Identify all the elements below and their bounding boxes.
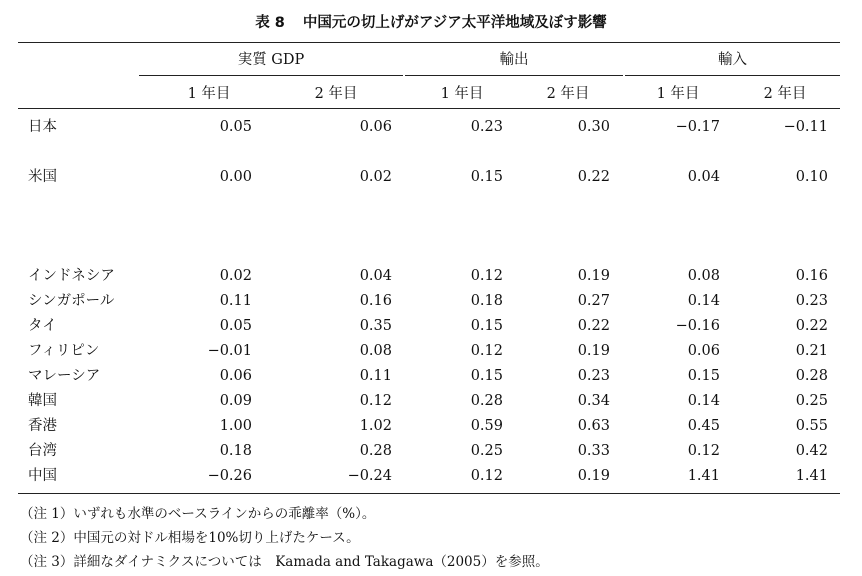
subheader-gdp-year2: 2 年目	[314, 86, 358, 102]
group-rule-imports	[625, 75, 840, 76]
table-cell: 0.02	[219, 268, 252, 284]
footnote-1: （注 1）いずれも水準のベースラインからの乖離率（%）。	[20, 506, 376, 522]
table-cell: 0.18	[470, 293, 503, 309]
group-rule-gdp	[139, 75, 403, 76]
table-cell: 0.06	[219, 368, 252, 384]
table-cell: −0.11	[783, 119, 828, 135]
row-label: タイ	[28, 318, 57, 334]
row-label: 日本	[28, 119, 57, 135]
table-cell: 0.08	[359, 343, 392, 359]
table-cell: 0.12	[470, 268, 503, 284]
group-header-imports: 輸入	[718, 52, 747, 68]
row-label: マレーシア	[28, 368, 101, 384]
table-cell: 0.16	[795, 268, 828, 284]
table-cell: 0.23	[470, 119, 503, 135]
table-cell: −0.16	[675, 318, 720, 334]
table-cell: 0.28	[795, 368, 828, 384]
table-cell: 0.04	[687, 169, 720, 185]
table-cell: 0.11	[219, 293, 252, 309]
table-cell: 0.14	[687, 393, 720, 409]
table-cell: 0.10	[795, 169, 828, 185]
table-cell: 0.12	[470, 468, 503, 484]
row-label: インドネシア	[28, 268, 115, 284]
row-label: 米国	[28, 169, 57, 185]
table-cell: 0.08	[687, 268, 720, 284]
table-cell: −0.17	[675, 119, 720, 135]
table-cell: 0.28	[470, 393, 503, 409]
table-cell: 1.41	[687, 468, 720, 484]
table-cell: 0.19	[577, 468, 610, 484]
group-header-gdp: 実質 GDP	[237, 52, 305, 68]
table-cell: 0.18	[219, 443, 252, 459]
table-cell: −0.24	[347, 468, 392, 484]
subheader-gdp-year1: 1 年目	[187, 86, 231, 102]
table-cell: 0.15	[470, 169, 503, 185]
row-label: 香港	[28, 418, 57, 434]
header-bottom-rule	[18, 108, 840, 109]
table-cell: 1.41	[795, 468, 828, 484]
table-cell: 0.15	[470, 368, 503, 384]
subheader-exports-year1: 1 年目	[440, 86, 484, 102]
table-cell: 0.15	[470, 318, 503, 334]
table-cell: 0.55	[795, 418, 828, 434]
row-label: 中国	[28, 468, 57, 484]
table-title-text: 中国元の切上げがアジア太平洋地域及ぼす影響	[302, 15, 607, 31]
table-cell: 0.02	[359, 169, 392, 185]
table-cell: 0.06	[687, 343, 720, 359]
table-cell: 0.19	[577, 343, 610, 359]
table-cell: 0.15	[687, 368, 720, 384]
table-cell: 0.42	[795, 443, 828, 459]
table-cell: 0.30	[577, 119, 610, 135]
bottom-rule	[18, 493, 840, 494]
table-cell: 0.23	[577, 368, 610, 384]
table-cell: 0.12	[359, 393, 392, 409]
top-rule	[18, 42, 840, 43]
table-cell: 1.00	[219, 418, 252, 434]
table-cell: 0.04	[359, 268, 392, 284]
table-cell: 0.45	[687, 418, 720, 434]
table-cell: 0.09	[219, 393, 252, 409]
table-cell: −0.26	[207, 468, 252, 484]
row-label: 韓国	[28, 393, 57, 409]
footnote-3: （注 3）詳細なダイナミクスについては Kamada and Takagawa（2005）を参照。	[20, 554, 549, 570]
table-cell: 0.33	[577, 443, 610, 459]
table-cell: 0.16	[359, 293, 392, 309]
row-label: 台湾	[28, 443, 57, 459]
table-cell: 0.14	[687, 293, 720, 309]
subheader-exports-year2: 2 年目	[546, 86, 590, 102]
table-cell: 0.28	[359, 443, 392, 459]
table-cell: 0.22	[577, 318, 610, 334]
table-cell: 0.25	[795, 393, 828, 409]
table-cell: 0.23	[795, 293, 828, 309]
table-cell: 0.21	[795, 343, 828, 359]
table-cell: 0.05	[219, 318, 252, 334]
table-cell: 0.05	[219, 119, 252, 135]
footnote-2: （注 2）中国元の対ドル相場を10%切り上げたケース。	[20, 530, 360, 546]
table-cell: 0.06	[359, 119, 392, 135]
table-cell: 0.11	[359, 368, 392, 384]
group-rule-exports	[405, 75, 623, 76]
subheader-imports-year2: 2 年目	[763, 86, 807, 102]
table-cell: 0.12	[470, 343, 503, 359]
table-cell: 0.35	[359, 318, 392, 334]
table-cell: 1.02	[359, 418, 392, 434]
table-cell: 0.19	[577, 268, 610, 284]
table-cell: 0.12	[687, 443, 720, 459]
table-cell: 0.22	[795, 318, 828, 334]
table-cell: 0.27	[577, 293, 610, 309]
table-number: 表 8	[255, 15, 285, 31]
table-cell: −0.01	[207, 343, 252, 359]
table-cell: 0.00	[219, 169, 252, 185]
table-cell: 0.25	[470, 443, 503, 459]
table-cell: 0.59	[470, 418, 503, 434]
row-label: シンガポール	[28, 293, 115, 309]
table-cell: 0.63	[577, 418, 610, 434]
table-cell: 0.34	[577, 393, 610, 409]
group-header-exports: 輸出	[499, 52, 529, 68]
table-cell: 0.22	[577, 169, 610, 185]
subheader-imports-year1: 1 年目	[656, 86, 700, 102]
table-title	[0, 11, 862, 32]
row-label: フィリピン	[28, 343, 100, 359]
